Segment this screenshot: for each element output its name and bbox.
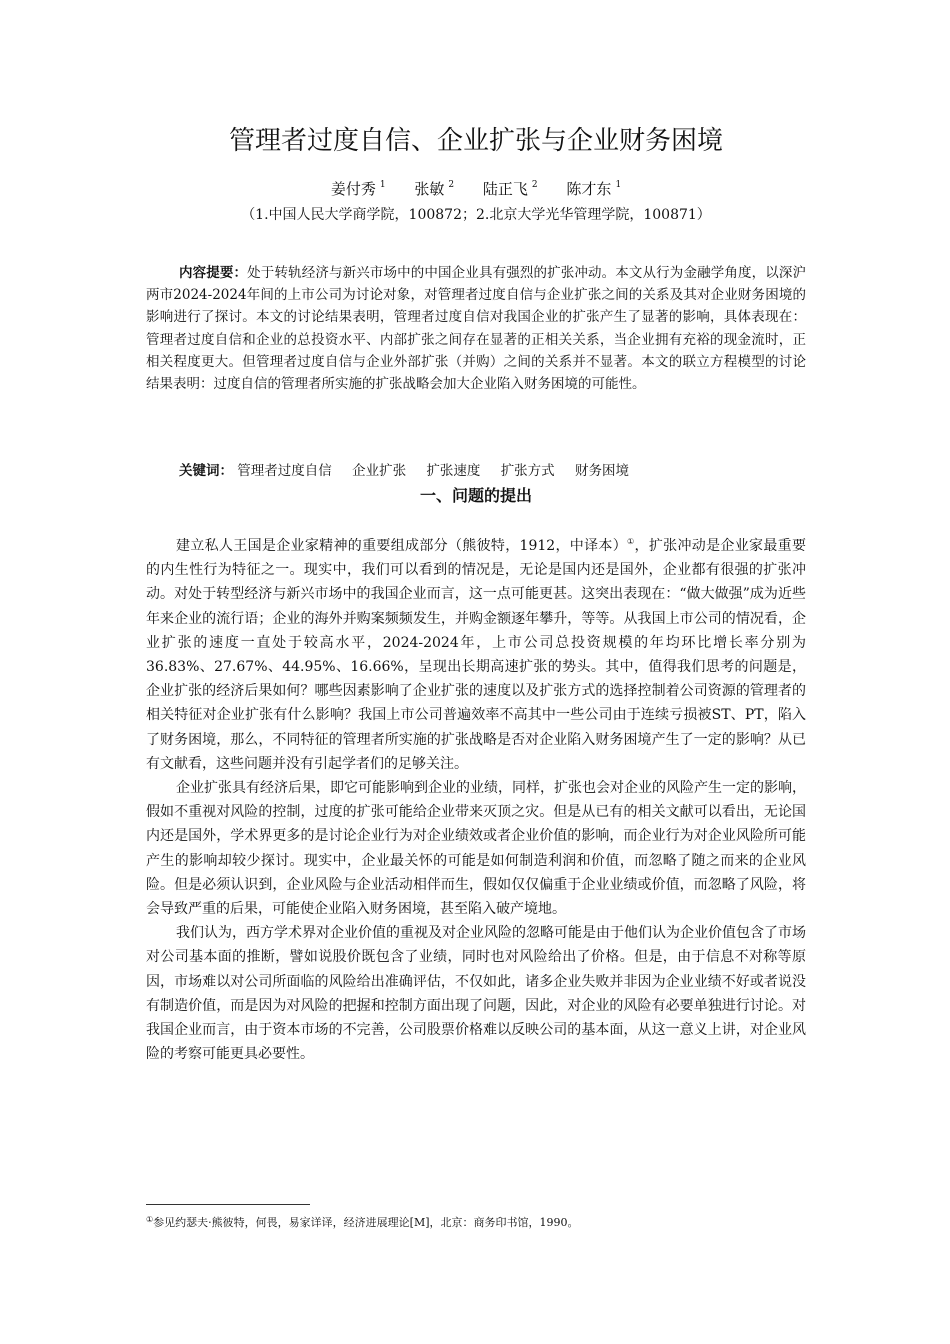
- author: [483, 174, 538, 200]
- author-name: 陆正飞: [482, 180, 528, 198]
- abstract: [146, 262, 806, 395]
- abstract-label: 内容提要：: [179, 265, 248, 281]
- footnote: [146, 1211, 806, 1232]
- author: [414, 174, 454, 200]
- abstract-text: 处于转轨经济与新兴市场中的中国企业具有强烈的扩张冲动。本文从行为金融学角度，以深沪两市2024-2024年间的上市公司为讨论对象，对管理者过度自信与企业扩张之间的关系及其对企业财务困境的影响进行了探讨。本文的讨论结果表明，管理者过度自信对我国企业的扩张产生了显著的影响，具体表现在：管理者过度自信和企业的总投资水平、内部扩张之间存在显著的正相关关系，当企业拥有充裕的现金流时，正相关程度更大。但管理者过度自信与企业外部扩张（并购）之间的关系并不显著。本文的联立方程模型的讨论结果表明：过度自信的管理者所实施的扩张战略会加大企业陷入财务困境的可能性。: [146, 265, 807, 393]
- keyword: 企业扩张: [352, 463, 407, 479]
- author: [566, 174, 621, 200]
- author-affiliation-mark: 2: [531, 180, 538, 190]
- author-name: 张敏: [414, 180, 445, 198]
- footnote-divider: [146, 1204, 310, 1205]
- paper-title: 管理者过度自信、企业扩张与企业财务困境: [228, 126, 723, 156]
- author: [331, 174, 386, 200]
- author-affiliation-mark: 2: [448, 180, 455, 190]
- footnote-reference[interactable]: ①: [627, 537, 635, 546]
- footnote-mark: ①: [146, 1215, 154, 1224]
- keyword: 扩张方式: [500, 463, 555, 479]
- paragraph: 企业扩张具有经济后果，即它可能影响到企业的业绩，同样，扩张也会对企业的风险产生一定的影响，假如不重视对风险的控制，过度的扩张可能给企业带来灭顶之灾。但是从已有的相关文献可以看出，无论国内还是国外，学术界更多的是讨论企业行为对企业绩效或者企业价值的影响，而企业行为对企业风险所可能产生的影响却较少探讨。现实中，企业最关怀的可能是如何制造利润和价值，而忽略了随之而来的企业风险。但是必须认识到，企业风险与企业活动相伴而生，假如仅仅偏重于企业业绩或价值，而忽略了风险，将会导致严重的后果，可能使企业陷入财务困境，甚至陷入破产境地。: [146, 780, 806, 918]
- paragraph-text: ，扩张冲动是企业家最重要的内生性行为特征之一。现实中，我们可以看到的情况是，无论是国内还是国外，企业都有很强的扩张冲动。对处于转型经济与新兴市场中的我国企业而言，这一点可能更甚。这突出表现在：“做大做强”成为近些年来企业的流行语；企业的海外并购案频频发生，并购金额逐年攀升，等等。从我国上市公司的情况看，企业扩张的速度一直处于较高水平，2024-2024年，上市公司总投资规模的年均环比增长率分别为36.83%、27.67%、44.95%、16.66%，呈现出长期高速扩张的势头。其中，值得我们思考的问题是，企业扩张的经济后果如何？哪些因素影响了企业扩张的速度以及扩张方式的选择控制着公司资源的管理者的相关特征对企业扩张有什么影响？我国上市公司普遍效率不高其中一些公司由于连续亏损被ST、PT，陷入了财务困境，那么，不同特征的管理者所实施的扩张战略是否对企业陷入财务困境产生了一定的影响？从已有文献看，这些问题并没有引起学者们的足够关注。: [146, 538, 807, 772]
- keyword: 管理者过度自信: [237, 463, 332, 479]
- footnote-text: 参见约瑟夫·熊彼特，何畏，易家详译，经济进展理论[M]，北京：商务印书馆，1990。: [153, 1216, 579, 1229]
- paragraph-text: 建立私人王国是企业家精神的重要组成部分（熊彼特，1912，中译本）: [176, 538, 628, 554]
- body-text: [146, 530, 806, 1066]
- keywords-label: 关键词：: [179, 463, 233, 479]
- paragraph: 我们认为，西方学术界对企业价值的重视及对企业风险的忽略可能是由于他们认为企业价值包含了市场对公司基本面的推断，譬如说股价既包含了业绩，同时也对风险给出了价格。但是，由于信息不对称等原因，市场难以对公司所面临的风险给出准确评估，不仅如此，诸多企业失败并非因为企业业绩不好或者说没有制造价值，而是因为对风险的把握和控制方面出现了问题，因此，对企业的风险有必要单独进行讨论。对我国企业而言，由于资本市场的不完善，公司股票价格难以反映公司的基本面，从这一意义上讲，对企业风险的考察可能更具必要性。: [146, 925, 806, 1063]
- affiliations: （1.中国人民大学商学院，100872；2.北京大学光华管理学院，100871）: [241, 207, 711, 223]
- author-affiliation-mark: 1: [615, 180, 622, 190]
- keyword: 财务困境: [574, 463, 629, 479]
- author-list: [146, 174, 806, 200]
- section-heading: 一、问题的提出: [419, 486, 532, 505]
- author-name: 陈才东: [566, 180, 612, 198]
- author-affiliation-mark: 1: [379, 180, 386, 190]
- keywords: [179, 460, 806, 482]
- author-name: 姜付秀: [330, 180, 376, 198]
- keyword: 扩张速度: [426, 463, 481, 479]
- paragraph: [146, 530, 806, 776]
